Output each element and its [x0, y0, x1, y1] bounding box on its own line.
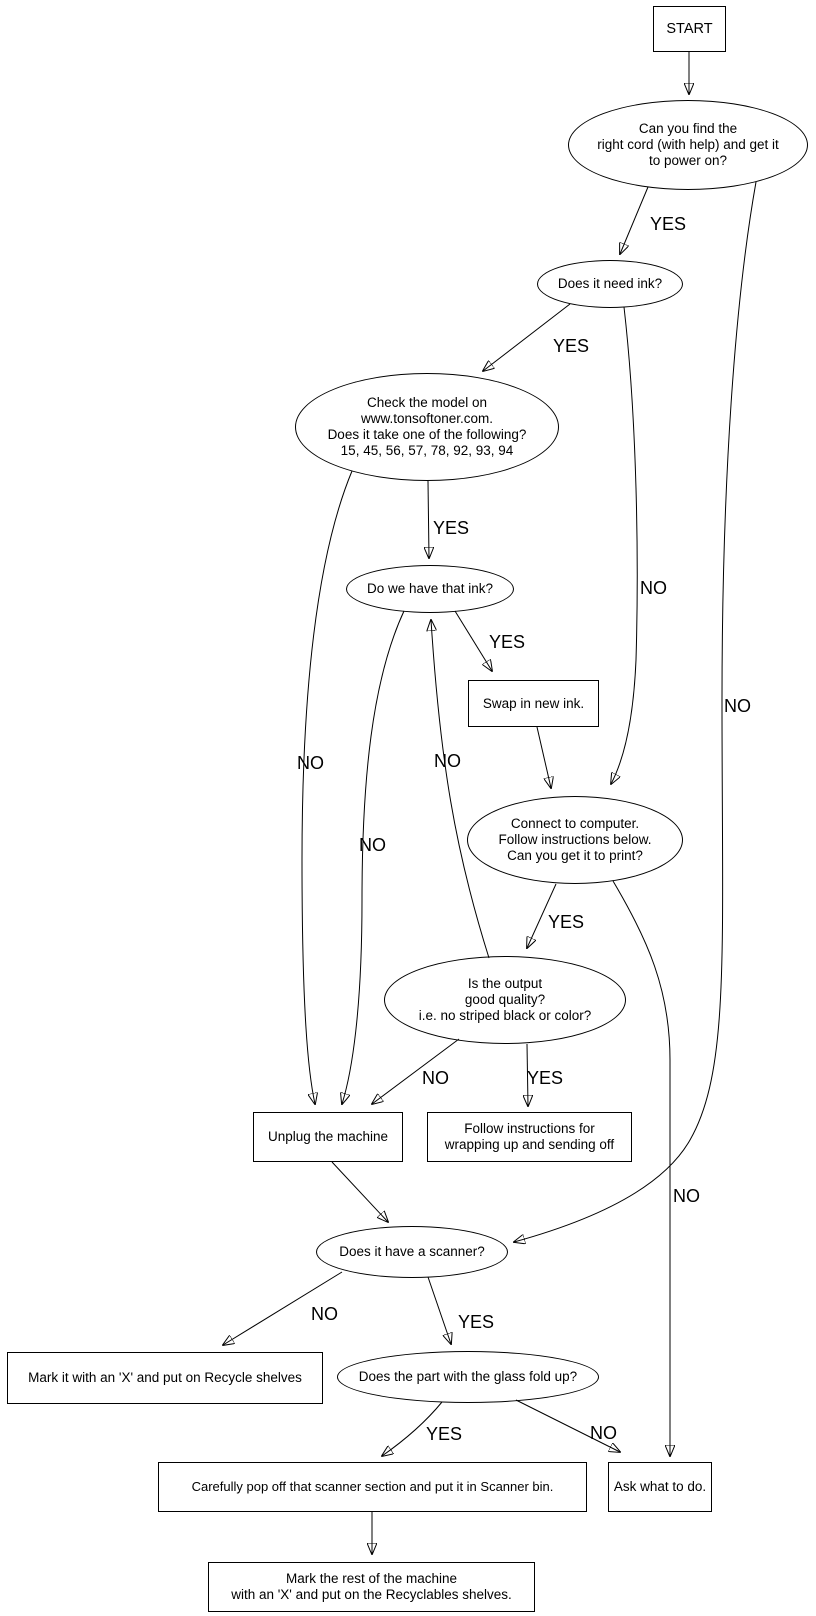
node-ask-label: Ask what to do. [613, 1479, 707, 1494]
node-output-quality-line: good quality? [464, 992, 546, 1007]
edge-power-on-yes [620, 187, 648, 254]
node-need-ink-label: Does it need ink? [557, 276, 663, 291]
node-wrap-send [427, 1112, 632, 1162]
edge-label-connect-no: NO [673, 1186, 700, 1206]
node-glass-fold [337, 1351, 599, 1403]
edge-label-power-on-yes: YES [650, 214, 687, 234]
node-pop-scanner [158, 1462, 587, 1512]
node-check-model-line: Does it take one of the following? [327, 427, 527, 442]
node-power-on-line: right cord (with help) and get it [597, 137, 779, 152]
node-power-on-line: to power on? [648, 153, 728, 168]
node-wrap-send-line: Follow instructions for [464, 1121, 595, 1136]
node-ask [608, 1462, 712, 1512]
node-swap-ink-label: Swap in new ink. [482, 695, 585, 711]
edge-label-output-quality-yes: YES [527, 1068, 564, 1088]
edge-swap-ink-to-connect [537, 727, 551, 788]
node-mark-rest-line: with an 'X' and put on the Recyclables shelves. [231, 1587, 512, 1602]
node-connect-line: Follow instructions below. [498, 832, 652, 847]
node-has-scanner-label: Does it have a scanner? [339, 1244, 485, 1259]
edge-check-model-yes [428, 481, 429, 558]
edge-label-glass-fold-yes: YES [426, 1424, 463, 1444]
node-start [653, 6, 726, 52]
node-check-model-line: Check the model on [366, 395, 488, 410]
edge-label-output-quality-no-down: NO [422, 1068, 449, 1088]
node-glass-fold-label: Does the part with the glass fold up? [358, 1369, 578, 1384]
node-mark-recycle-label: Mark it with an 'X' and put on Recycle shelves [28, 1370, 302, 1385]
node-connect-line: Can you get it to print? [507, 848, 643, 863]
node-start-label: START [666, 21, 713, 37]
node-connect-line: Connect to computer. [510, 816, 640, 831]
edge-label-has-scanner-yes: YES [458, 1312, 495, 1332]
edge-label-output-quality-no-up: NO [434, 751, 461, 771]
node-mark-recycle [7, 1352, 323, 1404]
node-power-on [568, 100, 808, 190]
edge-check-model-no [302, 471, 352, 1104]
edge-have-ink-no [342, 611, 404, 1104]
node-pop-scanner-label: Carefully pop off that scanner section and put it in Scanner bin. [191, 1479, 554, 1494]
node-connect [467, 796, 683, 884]
node-has-scanner [316, 1226, 508, 1278]
edge-need-ink-no [611, 307, 637, 784]
node-check-model [295, 373, 559, 481]
node-power-on-line: Can you find the [638, 121, 738, 136]
edge-connect-no [613, 881, 670, 1456]
node-have-ink [346, 565, 514, 613]
edge-label-have-ink-no: NO [359, 835, 386, 855]
node-mark-rest-line: Mark the rest of the machine [285, 1571, 458, 1586]
edge-output-quality-no-up [431, 620, 489, 958]
node-check-model-line: 15, 45, 56, 57, 78, 92, 93, 94 [340, 443, 514, 458]
node-have-ink-label: Do we have that ink? [366, 581, 494, 596]
node-wrap-send-line: wrapping up and sending off [444, 1137, 615, 1152]
node-check-model-line: www.tonsoftoner.com. [360, 411, 494, 426]
node-unplug [253, 1112, 403, 1162]
node-output-quality-line: i.e. no striped black or color? [418, 1008, 592, 1023]
node-output-quality-line: Is the output [467, 976, 543, 991]
node-swap-ink [468, 680, 599, 727]
edge-label-need-ink-no: NO [640, 578, 667, 598]
edge-label-check-model-no: NO [297, 753, 324, 773]
edge-label-check-model-yes: YES [433, 518, 470, 538]
node-mark-rest [208, 1562, 535, 1612]
edge-label-power-on-no: NO [724, 696, 751, 716]
edge-unplug-to-has-scanner [332, 1162, 388, 1222]
node-need-ink [537, 260, 683, 308]
node-output-quality [384, 956, 626, 1044]
node-unplug-label: Unplug the machine [267, 1129, 389, 1144]
edge-have-ink-yes [455, 611, 492, 671]
edge-label-have-ink-yes: YES [489, 632, 526, 652]
edge-label-need-ink-yes: YES [553, 336, 590, 356]
edge-label-has-scanner-no: NO [311, 1304, 338, 1324]
edge-has-scanner-yes [428, 1277, 451, 1344]
edge-label-connect-yes: YES [548, 912, 585, 932]
edge-label-glass-fold-no: NO [590, 1423, 617, 1443]
